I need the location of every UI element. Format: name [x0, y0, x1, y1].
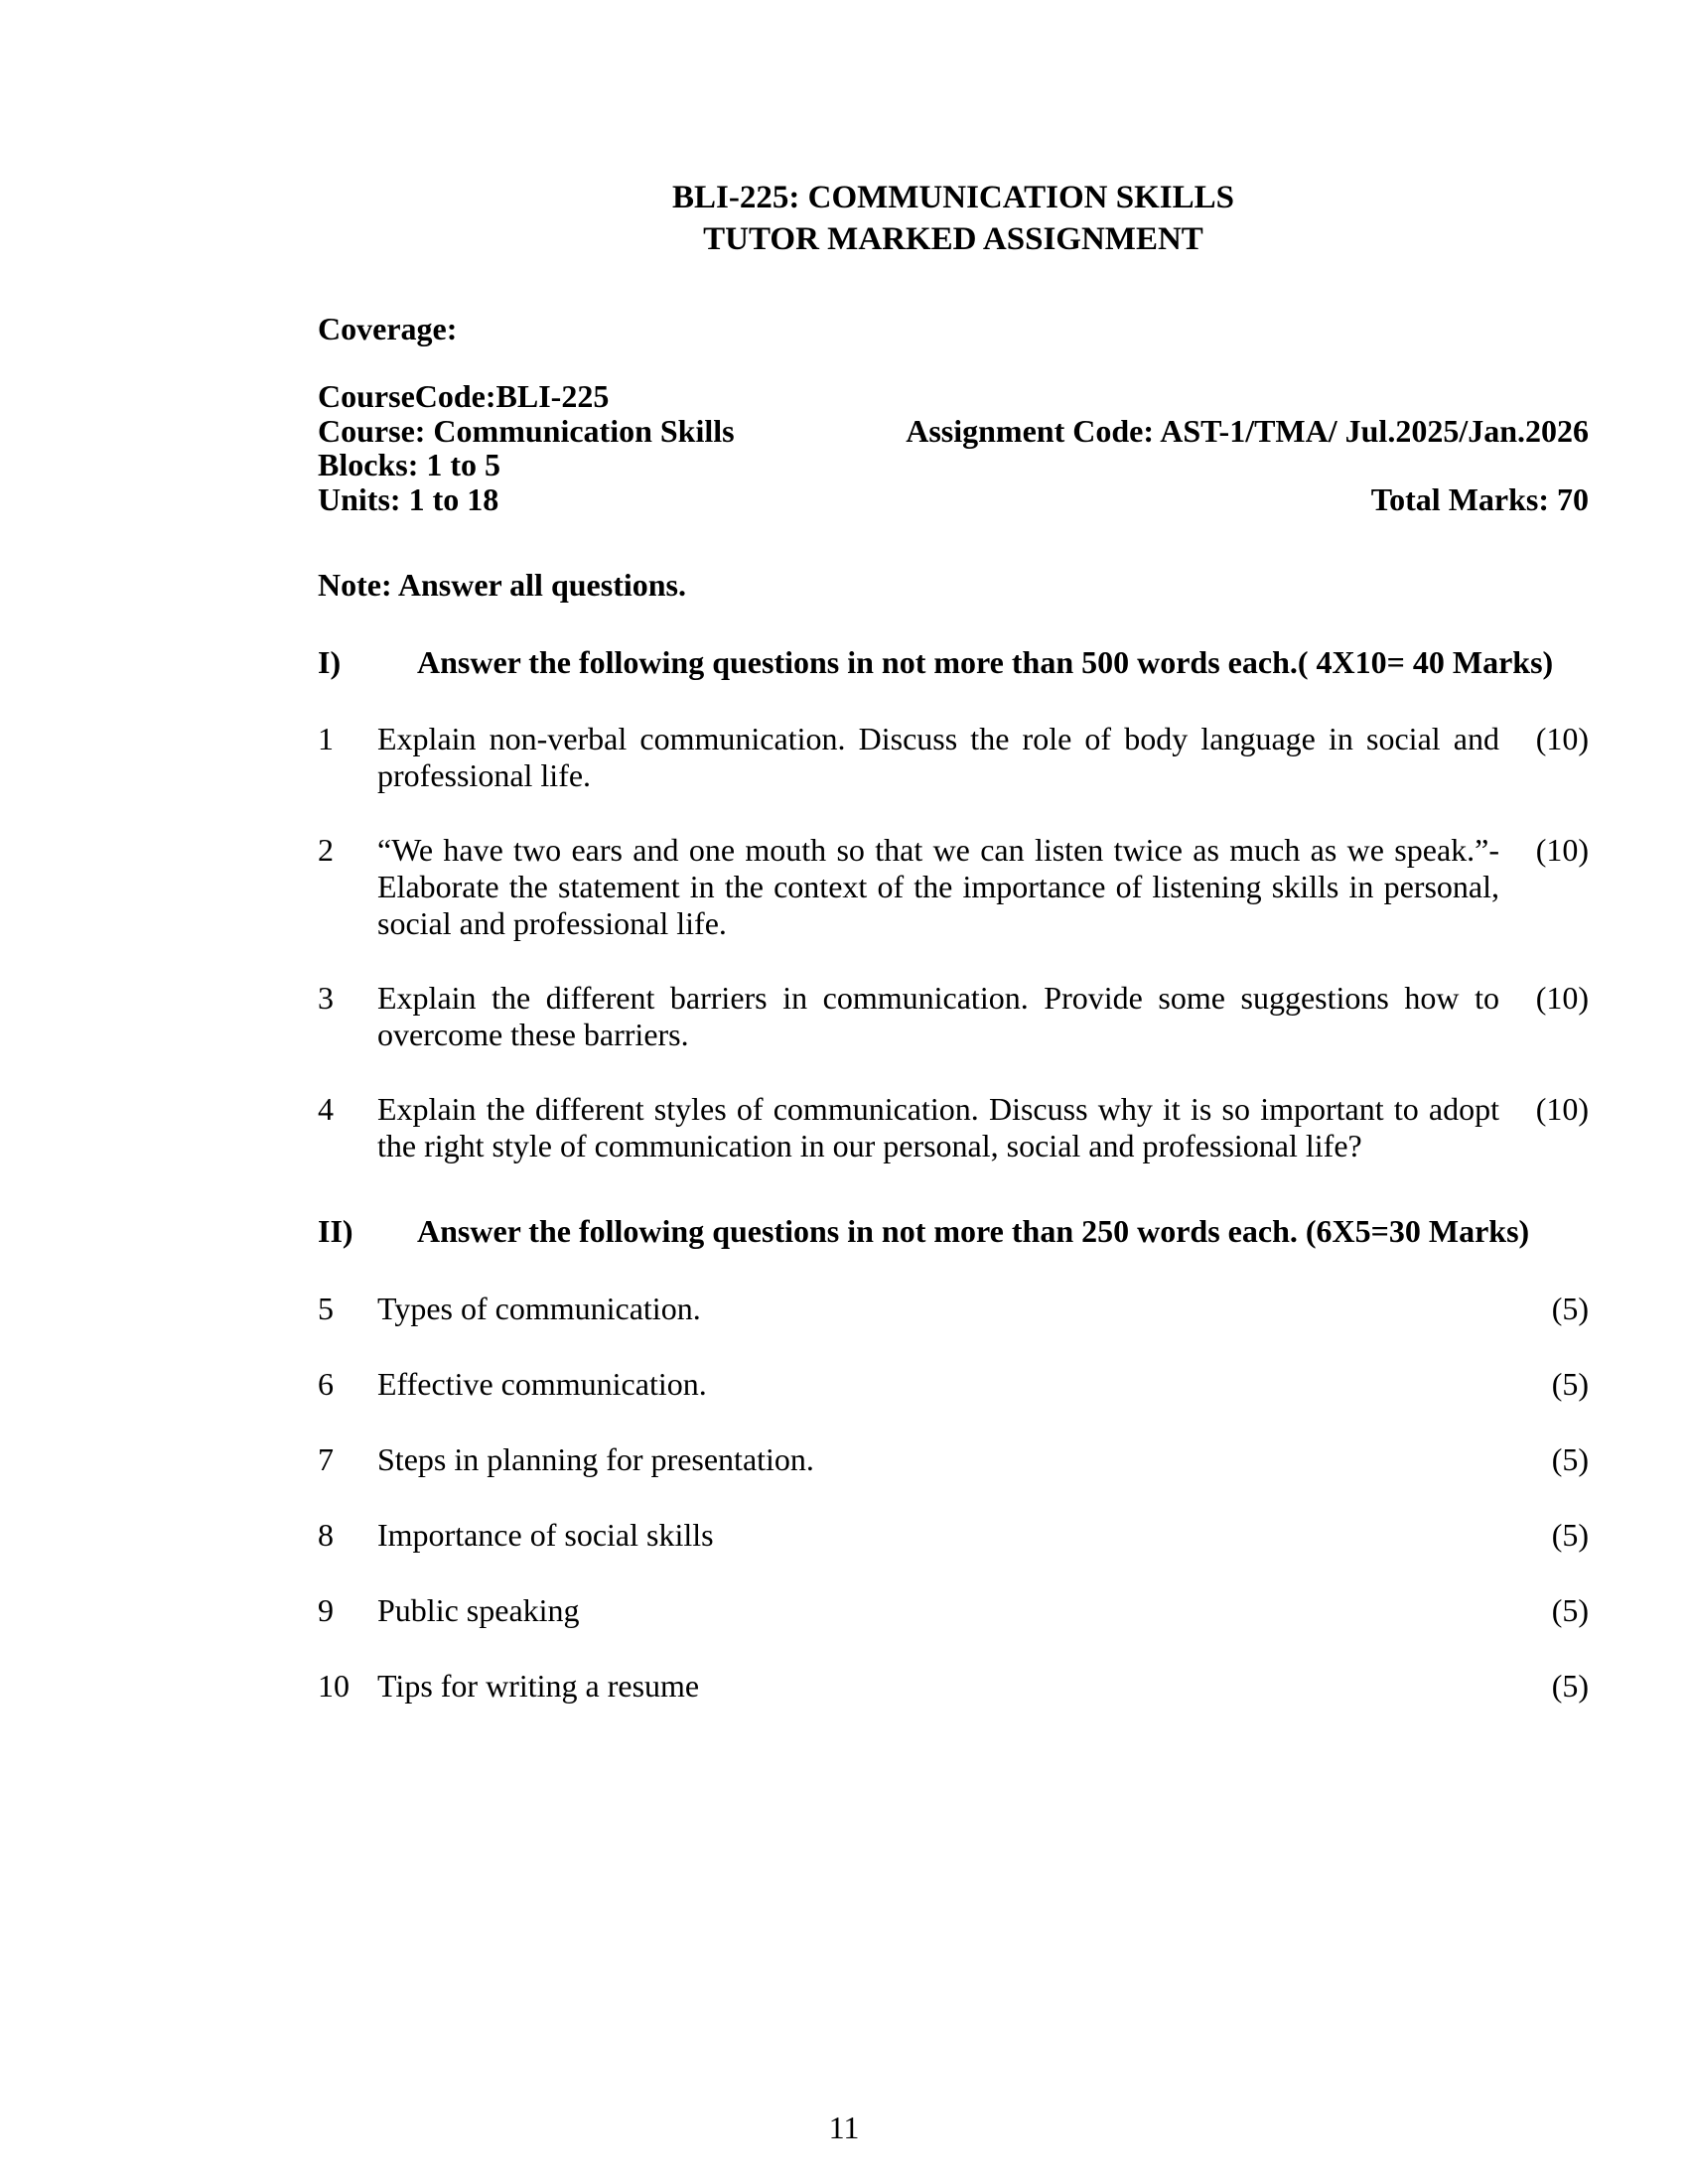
section-2 [318, 1210, 1589, 1705]
question-5-marks: (5) [1551, 1291, 1589, 1326]
section-1-numeral: I) [318, 644, 342, 680]
question-row-5 [318, 1291, 1589, 1327]
total-marks: Total Marks: 70 [1370, 480, 1589, 517]
question-row-4 [318, 1091, 1589, 1164]
question-1-text: Explain non-verbal communication. Discuss the role of body language in social and professional life. [377, 721, 1499, 793]
question-3-number: 3 [318, 980, 334, 1016]
question-row-3 [318, 980, 1589, 1053]
question-7-text: Steps in planning for presentation. [377, 1441, 814, 1477]
section-1-instruction: Answer the following questions in not more than 500 words each.( 4X10= 40 Marks) [417, 644, 1554, 680]
question-row-8 [318, 1517, 1589, 1554]
question-6-text: Effective communication. [377, 1366, 707, 1402]
question-7-number: 7 [318, 1441, 334, 1477]
coverage-label: Coverage: [318, 311, 458, 346]
title-line-2: TUTOR MARKED ASSIGNMENT [703, 221, 1203, 257]
page-number: 11 [828, 2110, 860, 2145]
question-5-number: 5 [318, 1291, 334, 1326]
question-1-marks: (10) [1535, 721, 1589, 756]
section-1 [318, 641, 1589, 1164]
question-9-text: Public speaking [377, 1592, 580, 1628]
question-4-number: 4 [318, 1091, 334, 1127]
question-9-marks: (5) [1551, 1592, 1589, 1628]
units-range: Units: 1 to 18 [318, 480, 499, 517]
question-3-marks: (10) [1535, 980, 1589, 1016]
question-4-text: Explain the different styles of communication. Discuss why it is so important to adopt the right style of communication in our personal, social and professional life? [377, 1091, 1499, 1163]
units-row [318, 482, 1589, 517]
question-9-number: 9 [318, 1592, 334, 1628]
question-4-marks: (10) [1535, 1091, 1589, 1127]
question-8-number: 8 [318, 1517, 334, 1553]
question-2-marks: (10) [1535, 832, 1589, 868]
question-row-6 [318, 1366, 1589, 1403]
course-name: Course: Communication Skills [318, 412, 735, 449]
section-2-numeral: II) [318, 1213, 353, 1249]
question-2-number: 2 [318, 832, 334, 868]
section-2-instruction: Answer the following questions in not more than 250 words each. (6X5=30 Marks) [417, 1213, 1530, 1249]
question-row-2 [318, 832, 1589, 942]
course-code: CourseCode:BLI-225 [318, 378, 610, 414]
section-1-heading [318, 641, 1589, 683]
question-8-marks: (5) [1551, 1517, 1589, 1553]
question-row-1 [318, 721, 1589, 794]
question-10-marks: (5) [1551, 1668, 1589, 1704]
course-row [318, 414, 1589, 449]
question-row-7 [318, 1441, 1589, 1478]
title-line-1: BLI-225: COMMUNICATION SKILLS [672, 180, 1234, 215]
course-meta-block [318, 379, 1589, 516]
question-6-number: 6 [318, 1366, 334, 1402]
question-row-9 [318, 1592, 1589, 1629]
question-row-10 [318, 1668, 1589, 1705]
question-3-text: Explain the different barriers in communication. Provide some suggestions how to overcome these barriers. [377, 980, 1499, 1052]
question-1-number: 1 [318, 721, 334, 756]
question-6-marks: (5) [1551, 1366, 1589, 1402]
blocks-row [318, 448, 1589, 482]
note-text: Note: Answer all questions. [318, 567, 686, 603]
question-5-text: Types of communication. [377, 1291, 701, 1326]
question-7-marks: (5) [1551, 1441, 1589, 1477]
question-10-number: 10 [318, 1668, 350, 1704]
question-8-text: Importance of social skills [377, 1517, 714, 1553]
assignment-code: Assignment Code: AST-1/TMA/ Jul.2025/Jan.2026 [906, 412, 1589, 449]
blocks-range: Blocks: 1 to 5 [318, 447, 500, 482]
question-2-text: “We have two ears and one mouth so that we can listen twice as much as we speak.”- Elaborate the statement in the context of the importance of listening skills in personal, social and professional life. [377, 832, 1499, 941]
section-2-heading [318, 1210, 1589, 1252]
course-code-row [318, 379, 1589, 414]
document-title [318, 177, 1589, 260]
question-10-text: Tips for writing a resume [377, 1668, 700, 1704]
